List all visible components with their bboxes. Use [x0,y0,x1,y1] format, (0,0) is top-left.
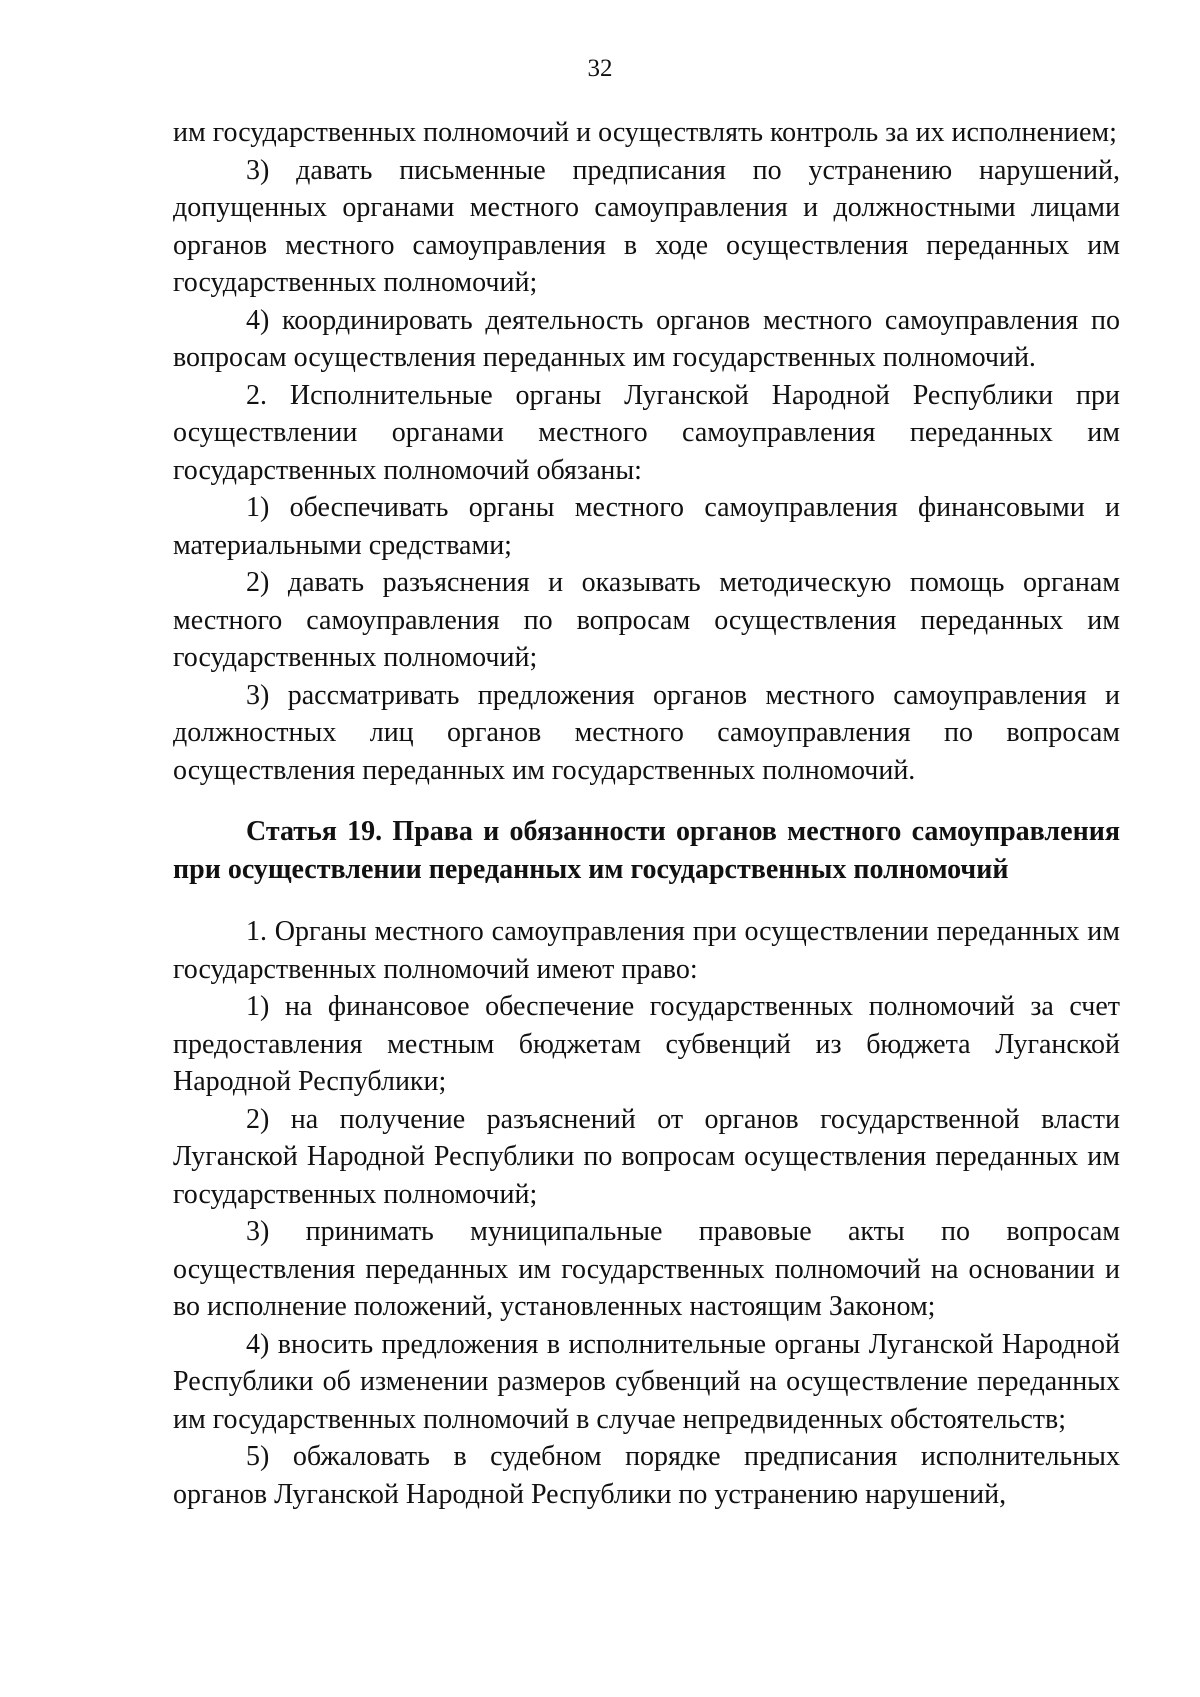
paragraph: 1. Органы местного самоуправления при осуществлении переданных им государственных полномочий имеют право: [173,916,1120,985]
paragraph: им государственных полномочий и осуществлять контроль за их исполнением; [173,117,1117,148]
paragraph: 1) обеспечивать органы местного самоуправления финансовыми и материальными средствами; [173,492,1120,561]
paragraph: 2) давать разъяснения и оказывать методическую помощь органам местного самоуправления по вопросам осуществления переданных им государственных полномочий; [173,567,1120,673]
paragraph: 5) обжаловать в судебном порядке предписания исполнительных органов Луганской Народной Республики по устранению нарушений, [173,1441,1120,1510]
paragraph: 1) на финансовое обеспечение государственных полномочий за счет предоставления местным бюджетам субвенций из бюджета Луганской Народной Республики; [173,991,1120,1097]
paragraph: 4) координировать деятельность органов местного самоуправления по вопросам осуществления переданных им государственных полномочий. [173,304,1120,373]
article-heading: Статья 19. Права и обязанности органов местного самоуправления при осуществлении переданных им государственных полномочий [173,816,1120,885]
paragraph: 3) давать письменные предписания по устранению нарушений, допущенных органами местного самоуправления и должностными лицами органов местного самоуправления в ходе осуществления переданных им государственных полномочий; [173,154,1120,298]
paragraph: 4) вносить предложения в исполнительные органы Луганской Народной Республики об изменении размеров субвенций на осуществление переданных им государственных полномочий в случае непредвиденных обстоятельств; [173,1328,1120,1435]
page-number: 32 [587,55,613,82]
paragraph: 3) рассматривать предложения органов местного самоуправления и должностных лиц органов местного самоуправления по вопросам осуществления переданных им государственных полномочий. [173,679,1120,786]
paragraph: 2. Исполнительные органы Луганской Народной Республики при осуществлении органами местного самоуправления переданных им государственных полномочий обязаны: [173,379,1120,486]
paragraph: 3) принимать муниципальные правовые акты по вопросам осуществления переданных им государственных полномочий на основании и во исполнение положений, установленных настоящим Законом; [173,1216,1120,1322]
paragraph: 2) на получение разъяснений от органов государственной власти Луганской Народной Республики по вопросам осуществления переданных им государственных полномочий; [173,1103,1120,1210]
document-body [173,114,1120,1513]
